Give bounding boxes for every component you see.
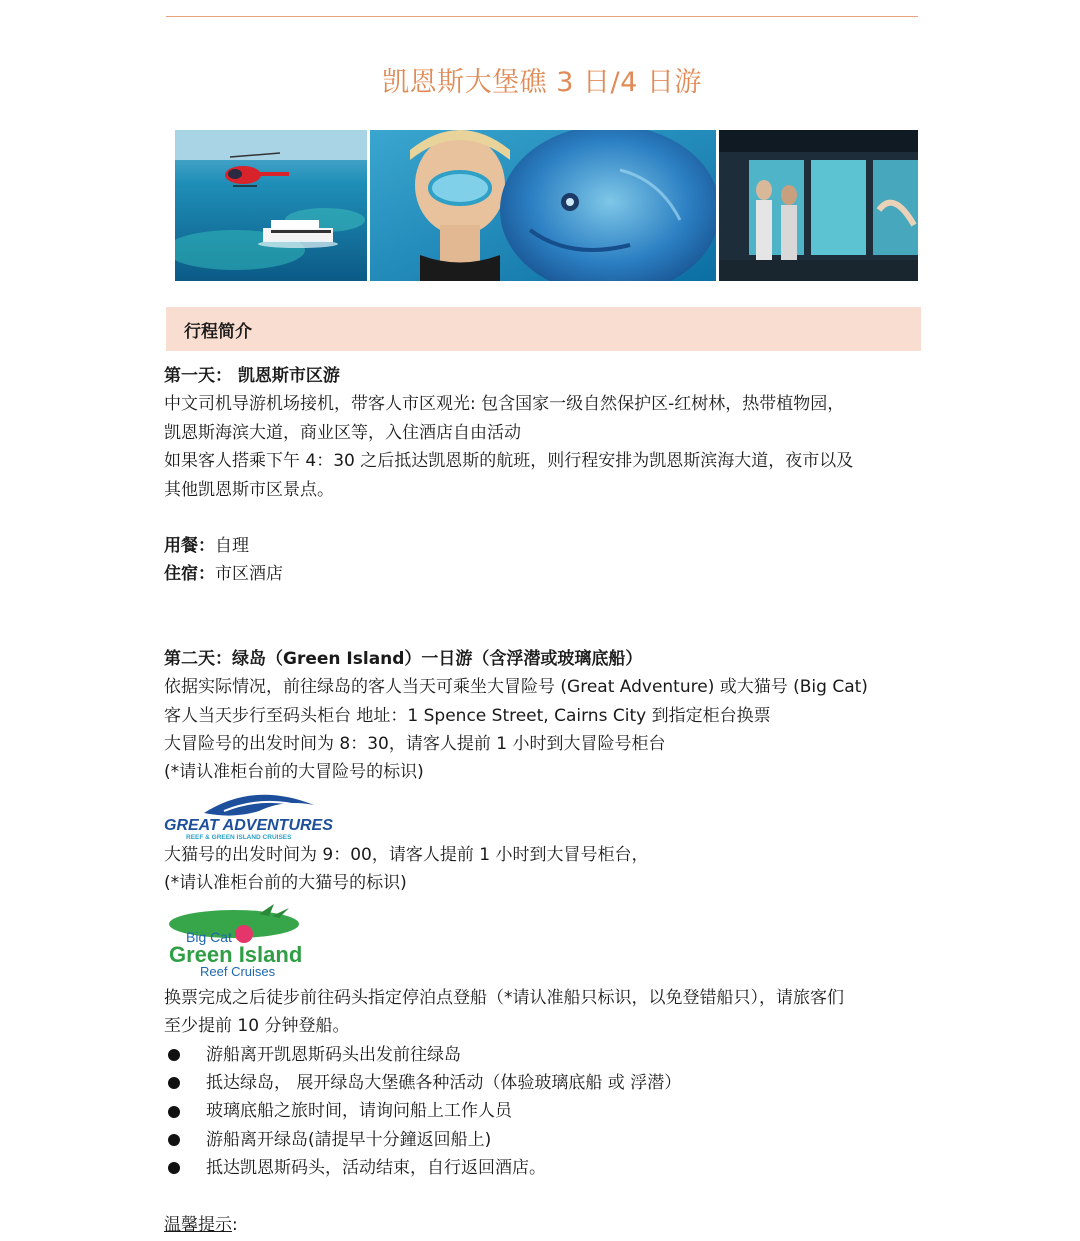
day1-line: 凯恩斯海滨大道，商业区等，入住酒店自由活动 bbox=[164, 422, 521, 443]
day1-line: 如果客人搭乘下午 4：30 之后抵达凯恩斯的航班，则行程安排为凯恩斯滨海大道，夜市以及 bbox=[164, 451, 854, 472]
snorkel-fish-photo bbox=[370, 130, 716, 281]
day1-line: 其他凯恩斯市区景点。 bbox=[164, 479, 334, 500]
section-header-label: 行程简介 bbox=[184, 322, 252, 342]
list-item-text: 抵达凯恩斯码头，活动结束，自行返回酒店。 bbox=[206, 1158, 546, 1179]
top-divider bbox=[166, 16, 918, 17]
list-item bbox=[164, 1154, 924, 1182]
stay-label: 住宿： bbox=[164, 564, 215, 585]
list-item-text: 玻璃底船之旅时间，请询问船上工作人员 bbox=[206, 1101, 512, 1122]
bullet-dot-icon bbox=[168, 1106, 180, 1118]
boarding-line: 换票完成之后徒步前往码头指定停泊点登船（*请认准船只标识，以免登错船只），请旅客们 bbox=[164, 987, 844, 1008]
big-cat-green-island-logo bbox=[164, 902, 924, 984]
big-cat-logo-top: Big Cat bbox=[186, 928, 232, 945]
day1-line: 中文司机导游机场接机，带客人市区观光: 包含国家一级自然保护区-红树林，热带植物园， bbox=[164, 394, 845, 415]
list-item bbox=[164, 1041, 924, 1069]
tips-heading bbox=[164, 1211, 924, 1239]
day1-heading: 第一天： 凯恩斯市区游 bbox=[164, 366, 340, 386]
photo-strip bbox=[175, 130, 918, 281]
great-adventures-logo-sub: REEF & GREEN ISLAND CRUISES bbox=[186, 833, 292, 841]
day2-heading: 第二天：绿岛（Green Island）一日游（含浮潜或玻璃底船） bbox=[164, 648, 643, 669]
boarding-line: 至少提前 10 分钟登船。 bbox=[164, 1016, 350, 1037]
tips-label: 温馨提示 bbox=[164, 1214, 232, 1235]
day1-meal bbox=[164, 532, 924, 560]
itinerary-content bbox=[164, 362, 924, 1239]
list-item-text: 抵达绿岛， 展开绿岛大堡礁各种活动（体验玻璃底船 或 浮潜） bbox=[206, 1072, 682, 1093]
bigcat-line: 大猫号的出发时间为 9：00，请客人提前 1 小时到大冒号柜台， bbox=[164, 844, 649, 865]
itinerary-summary-header bbox=[166, 307, 921, 351]
tips-colon: : bbox=[232, 1214, 238, 1235]
stay-value: 市区酒店 bbox=[215, 564, 283, 585]
meal-label: 用餐： bbox=[164, 536, 215, 557]
big-cat-logo-main: Green Island bbox=[169, 941, 303, 967]
bullet-dot-icon bbox=[168, 1077, 180, 1089]
bullet-dot-icon bbox=[168, 1162, 180, 1174]
day2-line: (*请认准柜台前的大冒险号的标识) bbox=[164, 762, 424, 783]
day1-stay bbox=[164, 560, 924, 588]
great-adventures-logo bbox=[164, 789, 924, 841]
bigcat-line: (*请认准柜台前的大猫号的标识) bbox=[164, 873, 407, 894]
great-adventures-logo-main: GREAT ADVENTURES bbox=[164, 816, 333, 834]
list-item bbox=[164, 1069, 924, 1097]
list-item-text: 游船离开凯恩斯码头出发前往绿岛 bbox=[206, 1044, 461, 1065]
page-title: 凯恩斯大堡礁 3 日/4 日游 bbox=[382, 67, 702, 98]
list-item bbox=[164, 1126, 924, 1154]
meal-value: 自理 bbox=[215, 536, 249, 557]
day2-line: 依据实际情况，前往绿岛的客人当天可乘坐大冒险号 (Great Adventure) 或大猫号 (Big Cat) bbox=[164, 677, 868, 698]
day2-line: 客人当天步行至码头柜台 地址：1 Spence Street, Cairns City 到指定柜台换票 bbox=[164, 705, 771, 726]
list-item-text: 游船离开绿岛(請提早十分鐘返回船上) bbox=[206, 1129, 492, 1150]
bullet-dot-icon bbox=[168, 1134, 180, 1146]
glass-bottom-boat-photo bbox=[719, 130, 918, 281]
bullet-dot-icon bbox=[168, 1049, 180, 1061]
helicopter-reef-photo bbox=[175, 130, 367, 281]
day2-line: 大冒险号的出发时间为 8：30，请客人提前 1 小时到大冒险号柜台 bbox=[164, 734, 666, 755]
big-cat-logo-sub: Reef Cruises bbox=[200, 963, 276, 979]
list-item bbox=[164, 1097, 924, 1125]
